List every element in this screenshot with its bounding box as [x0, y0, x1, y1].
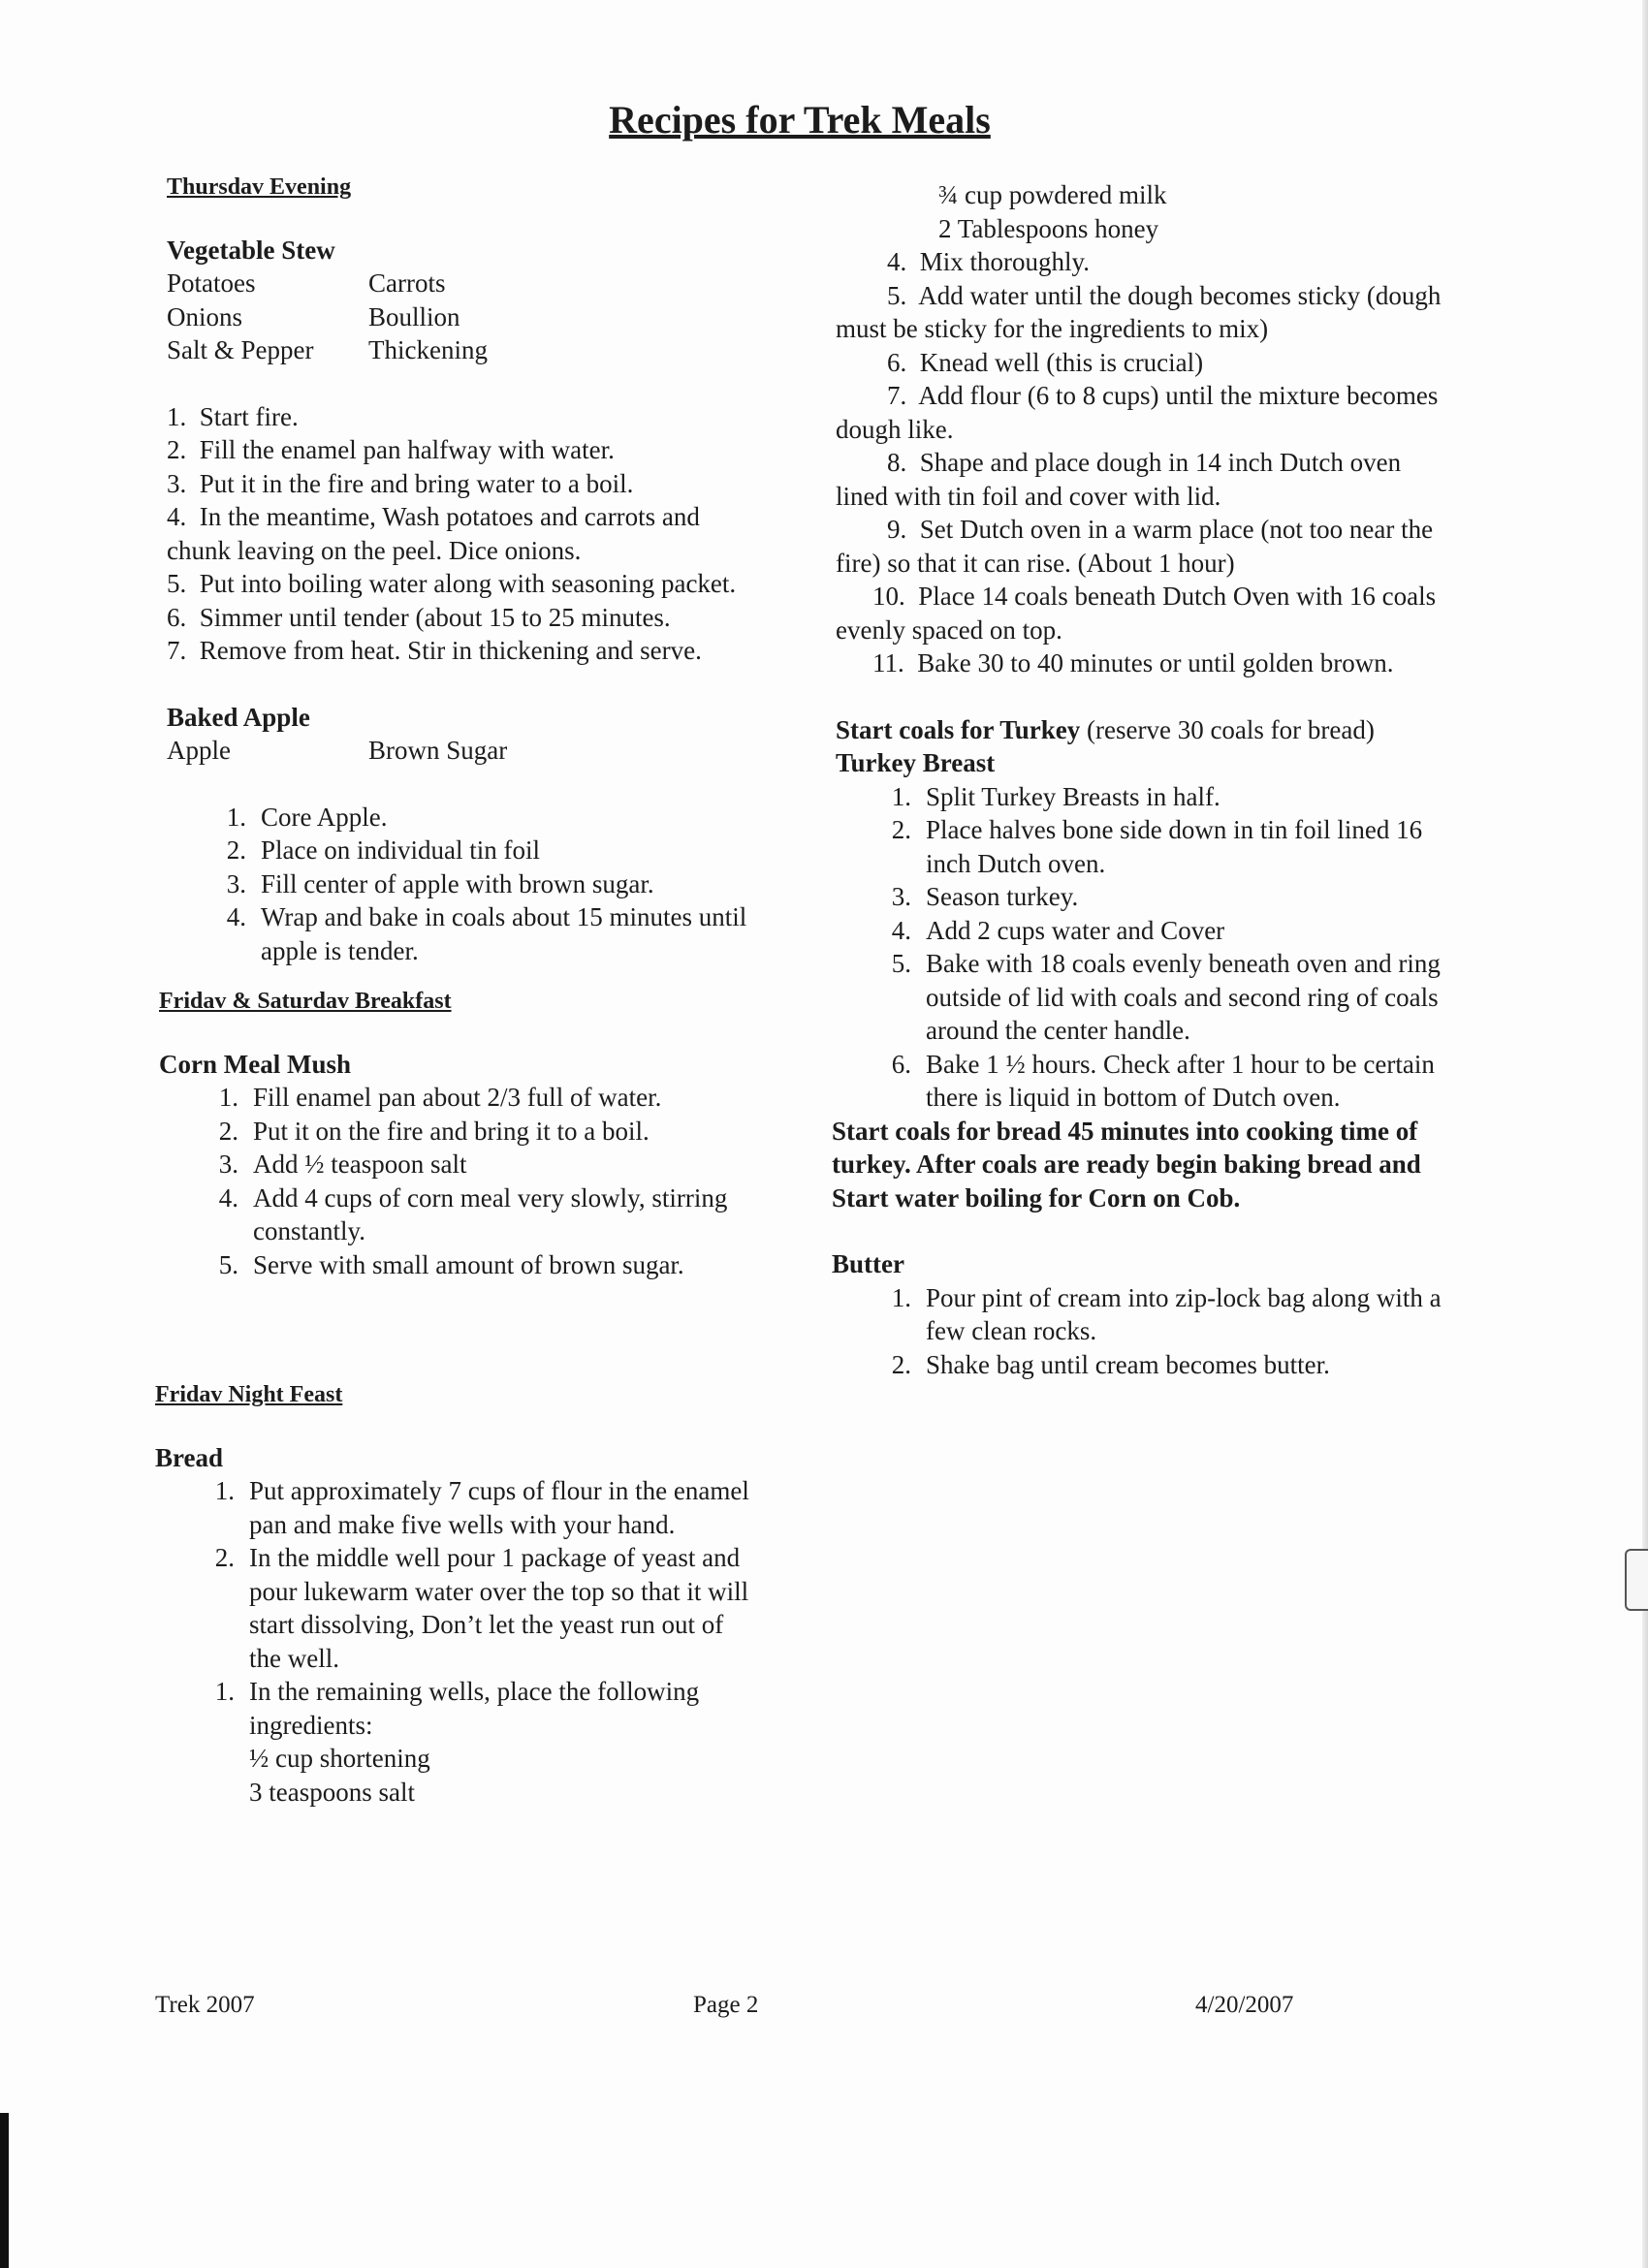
list-item: 6. Knead well (this is crucial) — [887, 347, 1204, 377]
recipe-title-butter: Butter — [832, 1249, 904, 1278]
footer-left: Trek 2007 — [155, 1992, 255, 2018]
left-column — [155, 171, 758, 1809]
page-title: Recipes for Trek Meals — [609, 98, 991, 142]
list-item: 3. Add ½ teaspoon salt — [218, 1150, 467, 1179]
ingredient: Potatoes — [167, 268, 256, 298]
list-item: 6. Simmer until tender (about 15 to 25 minutes. — [167, 602, 671, 632]
list-item: 5. Bake with 18 coals evenly beneath oven and ring outside of lid with coals and second ring of coals around the center handle. — [891, 949, 1441, 1045]
list-item: 1. Fill enamel pan about 2/3 full of water. — [218, 1083, 662, 1112]
list-item: 1. Put approximately 7 cups of flour in the enamel pan and make five wells with your hand. — [214, 1476, 749, 1539]
ingredients-baked-apple — [167, 734, 758, 768]
ingredient: Thickening — [368, 335, 488, 364]
steps-baked-apple — [167, 801, 758, 968]
list-item: 11. Bake 30 to 40 minutes or until golden brown. — [872, 648, 1394, 677]
bread-sub-ingredient: 3 teaspoons salt — [249, 1777, 415, 1807]
bread-sub-ingredient: ¾ cup powdered milk — [938, 180, 1167, 209]
ingredient: Salt & Pepper — [167, 335, 314, 364]
steps-butter — [832, 1281, 1456, 1382]
ingredient: Carrots — [368, 268, 446, 298]
list-item: 2. Place halves bone side down in tin foil lined 16 inch Dutch oven. — [891, 815, 1423, 878]
list-item: 2. Fill the enamel pan halfway with water. — [167, 435, 615, 464]
ingredient: Boullion — [368, 301, 460, 331]
list-item: 2. Place on individual tin foil — [226, 835, 540, 865]
binder-tab — [1625, 1549, 1648, 1611]
right-column — [832, 178, 1456, 1381]
recipe-title-bread: Bread — [155, 1442, 224, 1472]
list-item: 1. In the remaining wells, place the following ingredients: — [214, 1677, 700, 1740]
list-item: 7. Add flour (6 to 8 cups) until the mixture becomes dough like. — [836, 381, 1439, 444]
ingredient: Apple — [167, 736, 231, 765]
list-item: 1. Start fire. — [167, 401, 299, 431]
steps-turkey-breast — [832, 780, 1456, 1115]
ingredients-vegetable-stew — [167, 267, 758, 367]
list-item: 3. Put it in the fire and bring water to a boil. — [167, 468, 634, 498]
list-item: 1. Split Turkey Breasts in half. — [891, 781, 1220, 811]
list-item: 1. Pour pint of cream into zip-lock bag along with a few clean rocks. — [891, 1282, 1442, 1345]
list-item: 4. In the meantime, Wash potatoes and carrots and chunk leaving on the peel. Dice onions. — [167, 502, 700, 565]
section-heading-feast: Fridav Night Feast — [155, 1382, 343, 1407]
list-item: 1. Core Apple. — [226, 802, 388, 832]
list-item: 10. Place 14 coals beneath Dutch Oven with 16 coals evenly spaced on top. — [836, 582, 1437, 645]
list-item: 4. Add 2 cups water and Cover — [891, 915, 1225, 945]
list-item: 4. Wrap and bake in coals about 15 minutes until apple is tender. — [226, 902, 747, 965]
ingredient: Onions — [167, 301, 243, 331]
list-item: 3. Fill center of apple with brown sugar. — [226, 868, 654, 898]
bread-sub-ingredient: 2 Tablespoons honey — [938, 213, 1159, 243]
recipe-title-turkey-breast: Turkey Breast — [836, 748, 996, 777]
bread-coals-note: Start coals for bread 45 minutes into cooking time of turkey. After coals are ready begin baking bread and Start water boiling for Corn on Cob. — [832, 1116, 1421, 1213]
footer-page-number: Page 2 — [693, 1992, 759, 2018]
footer-date: 4/20/2007 — [1195, 1992, 1294, 2018]
recipe-title-vegetable-stew: Vegetable Stew — [167, 235, 335, 265]
list-item: 3. Season turkey. — [891, 882, 1079, 911]
list-item: 2. In the middle well pour 1 package of yeast and pour lukewarm water over the top so that it will start dissolving, Don’t let the yeast run out of the well. — [214, 1543, 749, 1673]
list-item: 2. Put it on the fire and bring it to a boil. — [218, 1116, 650, 1146]
page-right-edge — [1642, 0, 1648, 2268]
list-item: 9. Set Dutch oven in a warm place (not too near the fire) so that it can rise. (About 1 hour) — [836, 515, 1434, 578]
section-heading-breakfast: Fridav & Saturdav Breakfast — [159, 989, 452, 1014]
ingredient: Brown Sugar — [368, 736, 508, 765]
turkey-start-note: Start coals for Turkey (reserve 30 coals for bread) — [836, 714, 1375, 744]
list-item: 6. Bake 1 ½ hours. Check after 1 hour to be certain there is liquid in bottom of Dutch oven. — [891, 1049, 1435, 1112]
list-item: 8. Shape and place dough in 14 inch Dutch oven lined with tin foil and cover with lid. — [836, 448, 1402, 511]
list-item: 5. Add water until the dough becomes sticky (dough must be sticky for the ingredients to mix) — [836, 280, 1442, 343]
list-item: 5. Serve with small amount of brown sugar. — [218, 1249, 684, 1279]
steps-bread-continued — [836, 245, 1456, 680]
list-item: 5. Put into boiling water along with seasoning packet. — [167, 569, 737, 598]
scan-edge-shadow — [0, 2113, 9, 2268]
recipe-title-baked-apple: Baked Apple — [167, 702, 310, 732]
list-item: 7. Remove from heat. Stir in thickening and serve. — [167, 636, 702, 665]
list-item: 4. Add 4 cups of corn meal very slowly, stirring constantly. — [218, 1182, 728, 1245]
list-item: 4. Mix thoroughly. — [887, 247, 1090, 276]
list-item: 2. Shake bag until cream becomes butter. — [891, 1349, 1330, 1379]
steps-corn-meal-mush — [159, 1081, 758, 1281]
section-heading-thursday: Thursdav Evening — [167, 174, 352, 200]
recipe-title-corn-meal-mush: Corn Meal Mush — [159, 1049, 351, 1079]
bread-sub-ingredient: ½ cup shortening — [249, 1744, 430, 1773]
steps-bread — [155, 1474, 758, 1742]
steps-vegetable-stew — [167, 400, 758, 668]
